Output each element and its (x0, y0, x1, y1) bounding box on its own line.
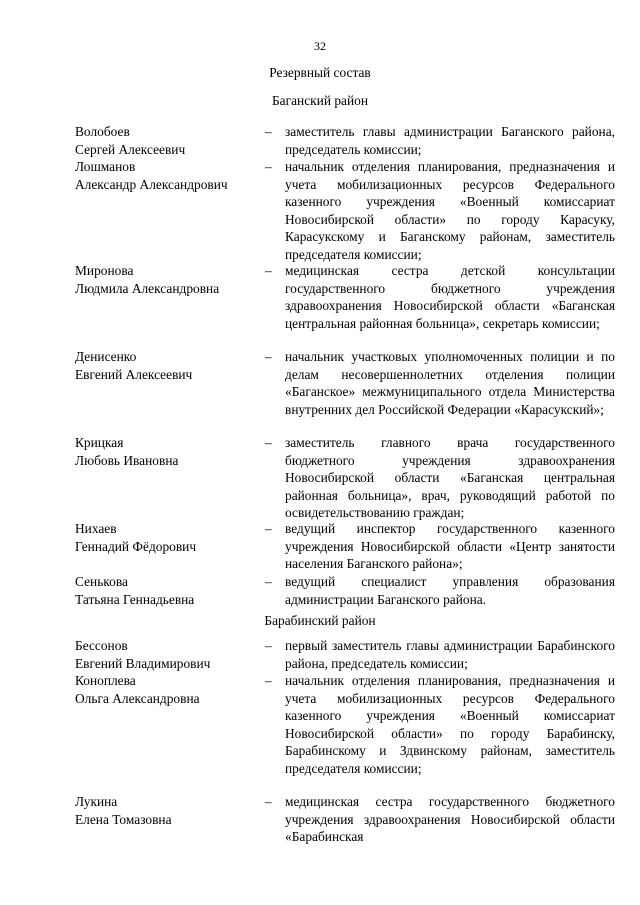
member-name (75, 573, 260, 608)
member-role: заместитель главного врача государственного бюджетного учреждения здравоохранения Новосибирской области «Баганская центральная районная больница», врач, руководящий работой по освидетельствованию граждан; (285, 435, 615, 521)
member-name (75, 434, 260, 469)
member-role: начальник участковых уполномоченных полиции и по делам несовершеннолетних отделения полиции «Баганское» межмуниципального отдела Министерства внутренних дел Российской Федерации «Карасукский»; (285, 349, 615, 417)
member-name (75, 158, 260, 193)
dash-separator: – (265, 574, 272, 589)
member-surname: Бессонов (75, 638, 128, 653)
member-role: медицинская сестра детской консультации государственного бюджетного учреждения здравоохранения Новосибирской области «Баганская центральная районная больница», секретарь комиссии; (285, 263, 615, 331)
member-surname: Лошманов (75, 159, 136, 174)
member-role: начальник отделения планирования, предназначения и учета мобилизационных ресурсов Федерального казенного учреждения «Военный комиссариат Новосибирской области» по городу Карасуку, Карасукскому и Баганскому районам, заместитель председателя комиссии; (285, 159, 615, 262)
dash-separator: – (265, 794, 272, 809)
member-surname: Крицкая (75, 435, 124, 450)
member-surname: Сенькова (75, 574, 128, 589)
district-heading: Барабинский район (264, 613, 376, 628)
member-role: начальник отделения планирования, предназначения и учета мобилизационных ресурсов Федерального казенного учреждения «Военный комиссариат Новосибирской области» по городу Барабинску, Барабинскому и Здвинскому районам, заместитель председателя комиссии; (285, 673, 615, 776)
dash-separator: – (265, 159, 272, 174)
member-name (75, 520, 260, 555)
member-name (75, 123, 260, 158)
dash-separator: – (265, 263, 272, 278)
member-role: ведущий специалист управления образования администрации Баганского района. (285, 574, 615, 607)
page-number: 32 (314, 39, 326, 53)
member-name (75, 793, 260, 828)
dash-separator: – (265, 124, 272, 139)
member-surname: Лукина (75, 794, 118, 809)
member-given-names: Александр Александрович (75, 176, 228, 192)
member-surname: Коноплева (75, 673, 136, 688)
member-surname: Волобоев (75, 124, 130, 139)
section-title: Резервный состав (269, 65, 371, 80)
member-given-names: Ольга Александровна (75, 690, 200, 706)
dash-separator: – (265, 673, 272, 688)
member-surname: Денисенко (75, 349, 137, 364)
member-given-names: Людмила Александровна (75, 280, 220, 296)
member-given-names: Елена Томазовна (75, 811, 172, 827)
member-given-names: Сергей Алексеевич (75, 141, 186, 157)
member-role: медицинская сестра государственного бюджетного учреждения здравоохранения Новосибирской области «Барабинская (285, 794, 615, 845)
dash-separator: – (265, 349, 272, 364)
member-given-names: Любовь Ивановна (75, 452, 179, 468)
dash-separator: – (265, 521, 272, 536)
member-name (75, 672, 260, 707)
member-role: первый заместитель главы администрации Барабинского района, председатель комиссии; (285, 638, 615, 671)
member-name (75, 637, 260, 672)
member-given-names: Геннадий Фёдорович (75, 538, 197, 554)
member-role: ведущий инспектор государственного казенного учреждения Новосибирской области «Центр занятости населения Баганского района»; (285, 521, 615, 572)
member-given-names: Евгений Владимирович (75, 655, 211, 671)
dash-separator: – (265, 638, 272, 653)
member-given-names: Евгений Алексеевич (75, 366, 193, 382)
member-surname: Нихаев (75, 521, 117, 536)
member-name (75, 262, 260, 297)
member-role: заместитель главы администрации Баганского района, председатель комиссии; (285, 124, 615, 157)
district-heading: Баганский район (271, 93, 369, 108)
member-surname: Миронова (75, 263, 134, 278)
member-name (75, 348, 260, 383)
member-given-names: Татьяна Геннадьевна (75, 591, 195, 607)
dash-separator: – (265, 435, 272, 450)
